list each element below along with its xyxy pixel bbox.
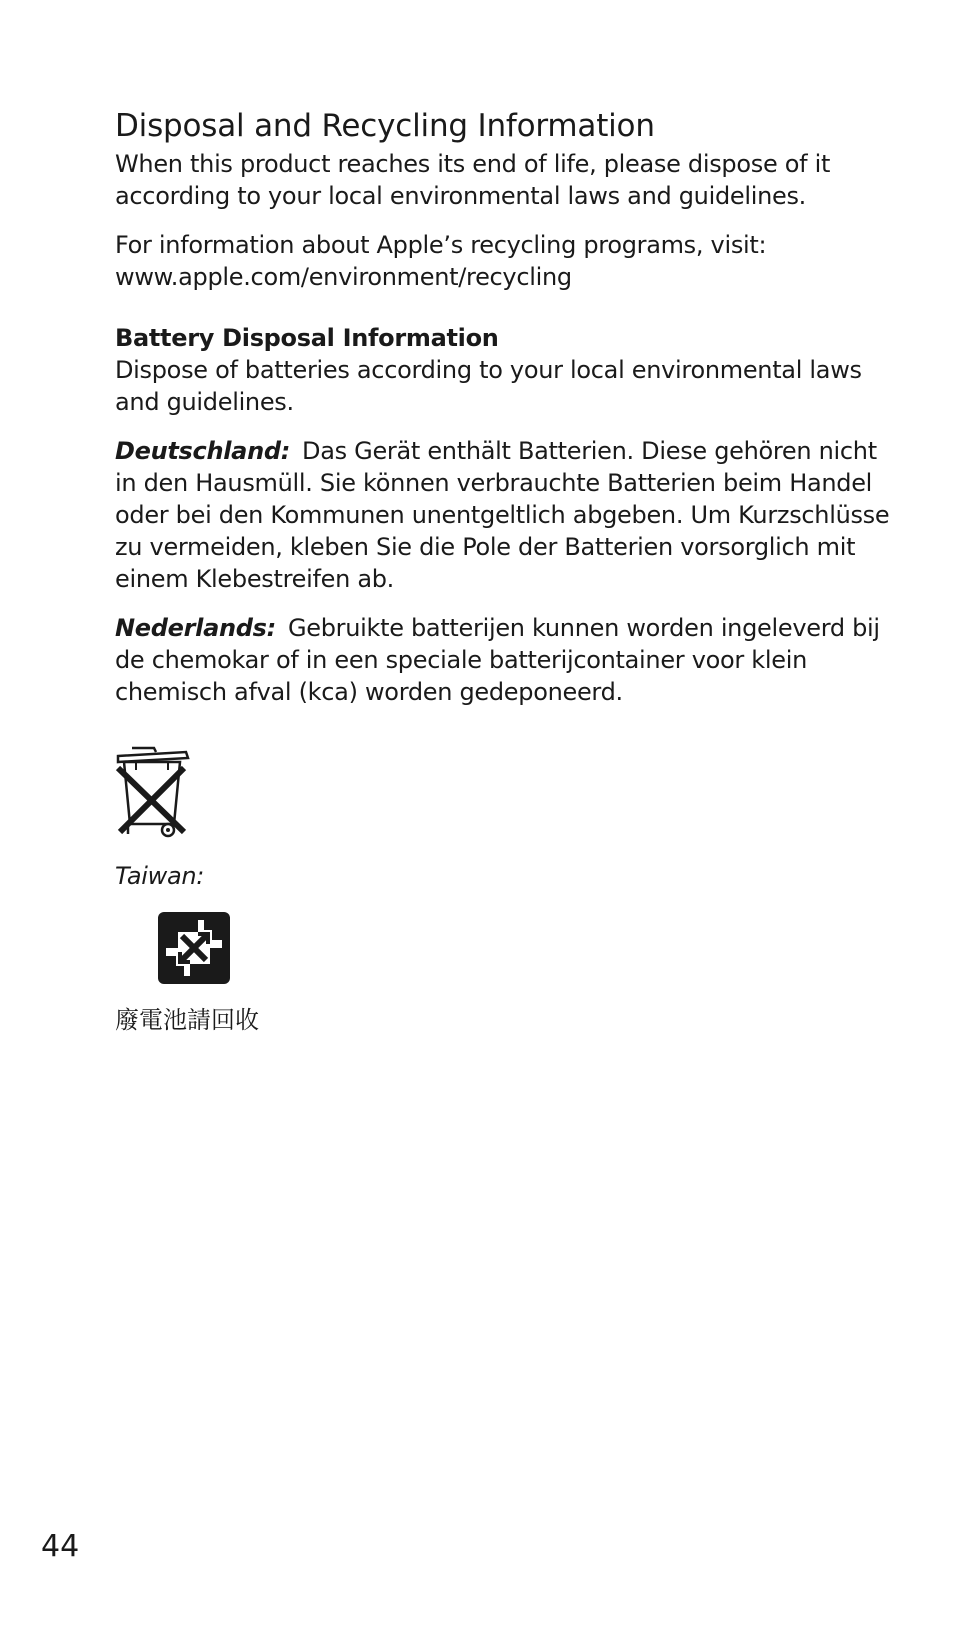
- taiwan-chinese-text: 廢電池請回收: [115, 1006, 259, 1034]
- recycling-info-paragraph: For information about Apple’s recycling programs, visit: www.apple.com/environment/recycling: [115, 231, 767, 292]
- deutschland-paragraph: [115, 435, 895, 595]
- taiwan-label: Taiwan:: [115, 862, 205, 890]
- deutschland-text: Das Gerät enthält Batterien. Diese gehören nicht in den Hausmüll. Sie können verbrauchte Batterien beim Handel oder bei den Kommunen unentgeltlich abgeben. Um Kurzschlüsse zu vermeiden, kleben Sie die Pole der Batterien vorsorglich mit einem Klebestreifen ab.: [115, 437, 890, 594]
- nederlands-text: Gebruikte batterijen kunnen worden ingeleverd bij de chemokar of in een speciale batterijcontainer voor klein chemisch afval (kca) worden gedeponeerd.: [115, 614, 880, 707]
- page-content: [115, 108, 895, 708]
- intro-paragraph: When this product reaches its end of life, please dispose of it according to your local environmental laws and guidelines.: [115, 150, 831, 211]
- battery-heading: Battery Disposal Information: [115, 324, 499, 353]
- deutschland-label: Deutschland:: [115, 437, 291, 466]
- nederlands-label: Nederlands:: [115, 614, 276, 643]
- battery-paragraph: Dispose of batteries according to your local environmental laws and guidelines.: [115, 356, 862, 417]
- nederlands-paragraph: [115, 612, 895, 708]
- taiwan-recycling-icon: [158, 912, 230, 984]
- page-title: Disposal and Recycling Information: [115, 108, 655, 144]
- crossed-out-wheelie-bin-icon: [114, 744, 192, 840]
- page-number: 44: [41, 1529, 80, 1564]
